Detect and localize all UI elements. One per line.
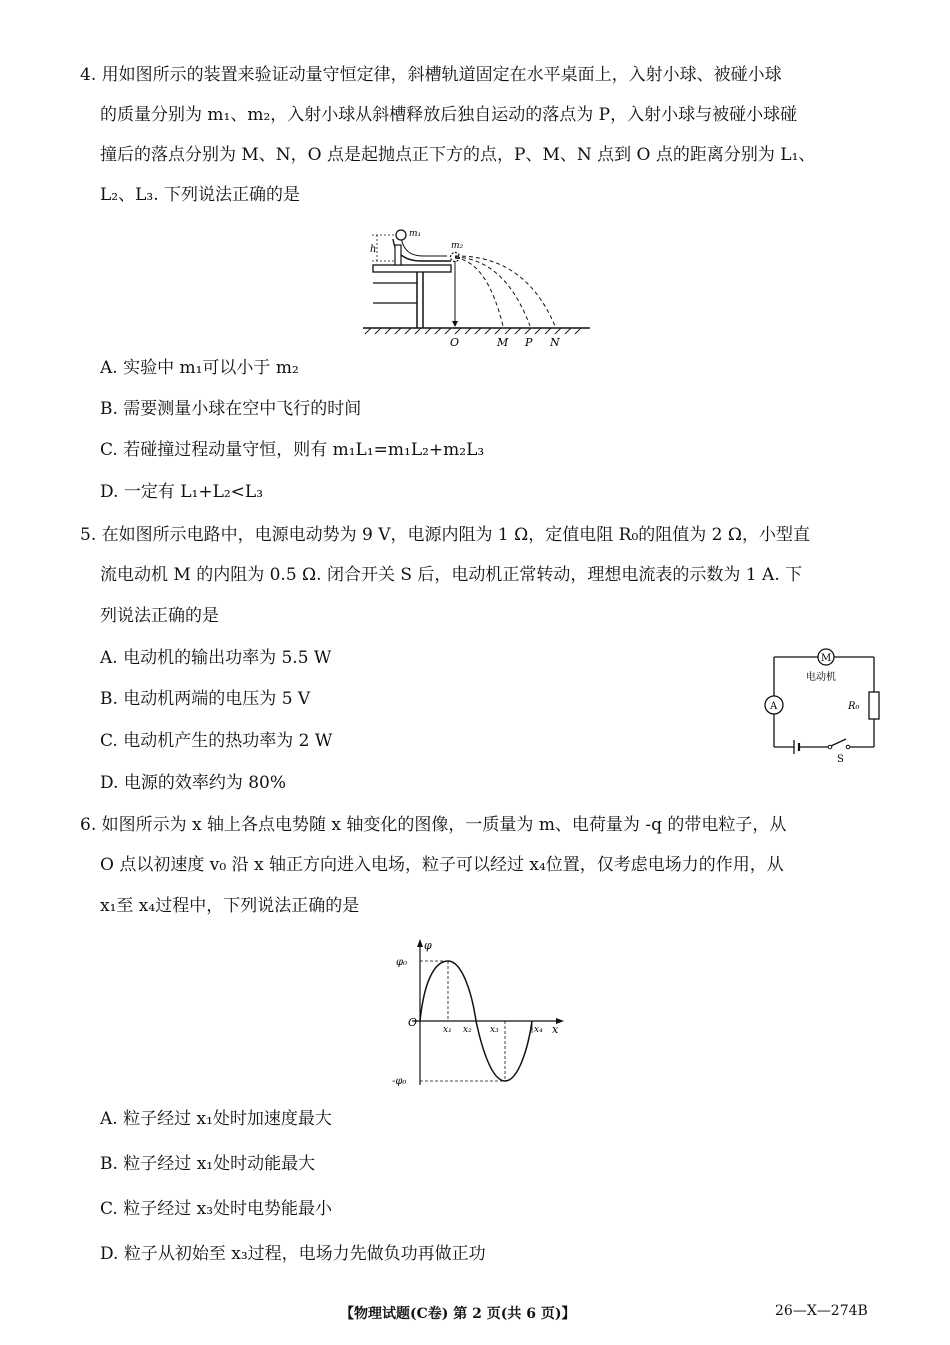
q6-stem-line-2: O 点以初速度 v₀ 沿 x 轴正方向进入电场，粒子可以经过 x₄位置，仅考虑电场力的作用，从 xyxy=(100,855,784,875)
q5-option-b: B. 电动机两端的电压为 5 V xyxy=(100,689,311,709)
q5-ammeter-letter: A xyxy=(770,701,778,712)
page-footer-title: 【物理试题(C卷) 第 2 页(共 6 页)】 xyxy=(340,1306,576,1322)
q6-x1-label: x₁ xyxy=(443,1025,452,1035)
q5-option-d: D. 电源的效率约为 80% xyxy=(100,773,287,793)
q6-phi0-label: φ₀ xyxy=(396,957,408,968)
q4-option-d: D. 一定有 L₁+L₂<L₃ xyxy=(100,482,264,502)
q4-option-b: B. 需要测量小球在空中飞行的时间 xyxy=(100,399,362,419)
q5-circuit-figure xyxy=(762,645,887,770)
q6-option-b: B. 粒子经过 x₁处时动能最大 xyxy=(100,1154,316,1174)
q6-option-c: C. 粒子经过 x₃处时电势能最小 xyxy=(100,1199,333,1219)
q4-ball-m1 xyxy=(396,230,406,240)
q5-option-c: C. 电动机产生的热功率为 2 W xyxy=(100,731,333,751)
q5-motor-letter: M xyxy=(821,653,832,664)
q5-option-a: A. 电动机的输出功率为 5.5 W xyxy=(100,648,332,668)
q5-stem-line-3: 列说法正确的是 xyxy=(100,606,219,626)
q6-stem-line-3: x₁至 x₄过程中，下列说法正确的是 xyxy=(100,896,360,916)
q4-label-h: h xyxy=(370,244,377,255)
q4-momentum-apparatus-figure xyxy=(355,225,605,350)
q4-stem-line-2: 的质量分别为 m₁、m₂，入射小球从斜槽释放后独自运动的落点为 P，入射小球与被碰小球碰 xyxy=(100,105,798,125)
q6-potential-graph xyxy=(390,935,570,1095)
q6-x2-label: x₂ xyxy=(463,1025,472,1035)
q6-option-a: A. 粒子经过 x₁处时加速度最大 xyxy=(100,1109,332,1129)
q6-axis-x-label: x xyxy=(552,1023,559,1036)
q5-stem-line-1: 5. 在如图所示电路中，电源电动势为 9 V，电源内阻为 1 Ω，定值电阻 R₀的阻值为 2 Ω，小型直 xyxy=(80,525,810,545)
q4-option-a: A. 实验中 m₁可以小于 m₂ xyxy=(100,358,299,378)
q4-label-M: M xyxy=(497,336,509,349)
q4-label-P: P xyxy=(525,336,533,349)
q5-resistor-symbol xyxy=(869,692,879,719)
page-footer-code: 26—X—274B xyxy=(775,1303,868,1319)
q5-motor-label: 电动机 xyxy=(806,672,836,683)
q6-option-d: D. 粒子从初始至 x₃过程，电场力先做负功再做正功 xyxy=(100,1244,486,1264)
q4-stem-line-1: 4. 用如图所示的装置来验证动量守恒定律，斜槽轨道固定在水平桌面上，入射小球、被碰小球 xyxy=(80,65,782,85)
q4-label-N: N xyxy=(550,336,560,349)
q6-stem-line-1: 6. 如图所示为 x 轴上各点电势随 x 轴变化的图像，一质量为 m、电荷量为 -q 的带电粒子，从 xyxy=(80,815,787,835)
q5-switch-label: S xyxy=(837,754,844,765)
q4-stem-line-3: 撞后的落点分别为 M、N，O 点是起抛点正下方的点，P、M、N 点到 O 点的距离分别为 L₁、 xyxy=(100,145,816,165)
q5-stem-line-2: 流电动机 M 的内阻为 0.5 Ω. 闭合开关 S 后，电动机正常转动，理想电流表的示数为 1 A. 下 xyxy=(100,565,803,585)
q4-stem-line-4: L₂、L₃. 下列说法正确的是 xyxy=(100,185,301,205)
q5-switch-blade xyxy=(831,739,846,746)
q4-option-c: C. 若碰撞过程动量守恒，则有 m₁L₁=m₁L₂+m₂L₃ xyxy=(100,440,485,460)
q4-label-O: O xyxy=(450,336,460,349)
q4-label-m1: m₁ xyxy=(409,229,422,239)
q4-label-m2: m₂ xyxy=(451,241,464,251)
q6-x4-label: x₄ xyxy=(534,1025,543,1035)
q6-neg-phi0-label: -φ₀ xyxy=(392,1076,407,1087)
q6-origin-label: O xyxy=(408,1016,418,1029)
q6-x3-label: x₃ xyxy=(490,1025,499,1035)
q5-resistor-label: R₀ xyxy=(848,701,860,712)
q6-axis-phi-label: φ xyxy=(424,939,432,952)
